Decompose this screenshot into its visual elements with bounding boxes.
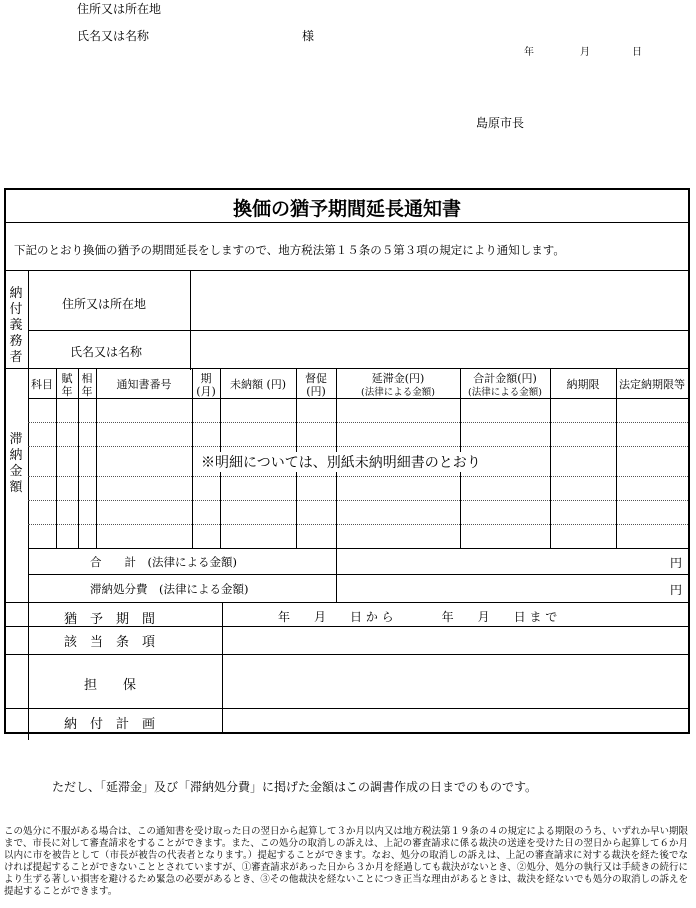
col-late-fee-line2: (法律による金額) xyxy=(361,387,435,398)
fee-yen: 円 xyxy=(670,583,683,597)
col-tax-year-line1: 賦 xyxy=(61,372,73,385)
col-notice-number: 通知書番号 xyxy=(116,378,172,391)
payer-name-label: 氏名又は名称 xyxy=(70,345,143,359)
fee-label: 滞納処分費 (法律による金額) xyxy=(90,582,249,596)
col-unpaid: 未納額 (円) xyxy=(229,378,287,391)
col-reminder-line1: 督促 xyxy=(305,372,327,385)
col-period xyxy=(192,372,220,398)
notice-form xyxy=(4,188,690,734)
appeal-notice: この処分に不服がある場合は、この通知書を受け取った日の翌日から起算して３か月以内又は地方税法第１９条の４の規定による期限のうち、いずれか早い期限まで、市長に対して審査請求をすることができます。また、この処分の取消しの訴えは、上記の審査請求に係る裁決の送達を受けた日の翌日から起算して６か月以内に市を被告として（市長が被告の代表者となります。）提起することができます。なお、処分の取消しの訴えは、上記の審査請求に対する裁決を経た後でなければ提起することができないこととされていますが、①審査請求があった日から３か月を経過しても裁決がないとき、②処分、処分の執行又は手続きの続行により生ずる著しい損害を避けるため緊急の必要があるとき、③その他裁決を経ないことにつき正当な理由があるときは、裁決を経ないでも処分の取消しの訴えを提起することができます。 xyxy=(4,826,689,897)
col-relevant-year xyxy=(78,372,96,398)
date-year: 年 xyxy=(524,47,534,58)
col-deadline: 納期限 xyxy=(566,378,600,391)
total-yen: 円 xyxy=(670,556,683,570)
issuer-name: 島原市長 xyxy=(476,116,525,130)
col-late-fee xyxy=(336,372,460,399)
grace-period-value: 年 月 日 か ら 年 月 日 ま で xyxy=(278,610,558,624)
col-relevant-year-line1: 相 xyxy=(81,372,93,385)
col-total xyxy=(460,372,550,399)
col-period-line2: (月) xyxy=(196,385,216,398)
details-note: ※明細については、別紙未納明細書のとおり xyxy=(198,452,484,472)
date-day: 日 xyxy=(632,47,642,58)
arrears-section-label: 滞納金額 xyxy=(9,432,23,495)
applicable-clause-label: 該 当 条 項 xyxy=(64,635,156,650)
grace-period-label: 猶 予 期 間 xyxy=(64,612,156,627)
col-late-fee-line1: 延滞金(円) xyxy=(371,372,425,385)
payer-address-label: 住所又は所在地 xyxy=(62,297,147,311)
col-legal-deadline: 法定納期限等 xyxy=(619,378,685,391)
payment-plan-label: 納 付 計 画 xyxy=(64,717,156,732)
col-reminder xyxy=(296,372,336,398)
col-period-line1: 期 xyxy=(200,372,212,385)
total-label: 合 計 (法律による金額) xyxy=(90,555,237,569)
disclaimer-text: ただし、「延滞金」及び「滞納処分費」に掲げた金額はこの調書作成の日までのものです。 xyxy=(52,780,538,794)
col-reminder-line2: (円) xyxy=(306,385,326,398)
recipient-address-label: 住所又は所在地 xyxy=(77,2,162,16)
notice-title: 換価の猶予期間延長通知書 xyxy=(232,198,461,220)
honorific: 様 xyxy=(302,29,315,43)
col-total-line2: (法律による金額) xyxy=(468,387,542,398)
col-tax-year xyxy=(56,372,78,398)
date-month: 月 xyxy=(580,47,590,58)
collateral-label: 担 保 xyxy=(84,678,137,693)
col-item: 科目 xyxy=(31,378,53,391)
intro-text: 下記のとおり換価の猶予の期間延長をしますので、地方税法第１５条の５第３項の規定により通知します。 xyxy=(14,243,565,257)
col-tax-year-line2: 年 xyxy=(61,385,73,398)
col-relevant-year-line2: 年 xyxy=(81,385,93,398)
recipient-name-label: 氏名又は名称 xyxy=(77,29,150,43)
col-total-line1: 合計金額(円) xyxy=(473,372,537,385)
payer-section-label: 納付義務者 xyxy=(9,286,23,365)
